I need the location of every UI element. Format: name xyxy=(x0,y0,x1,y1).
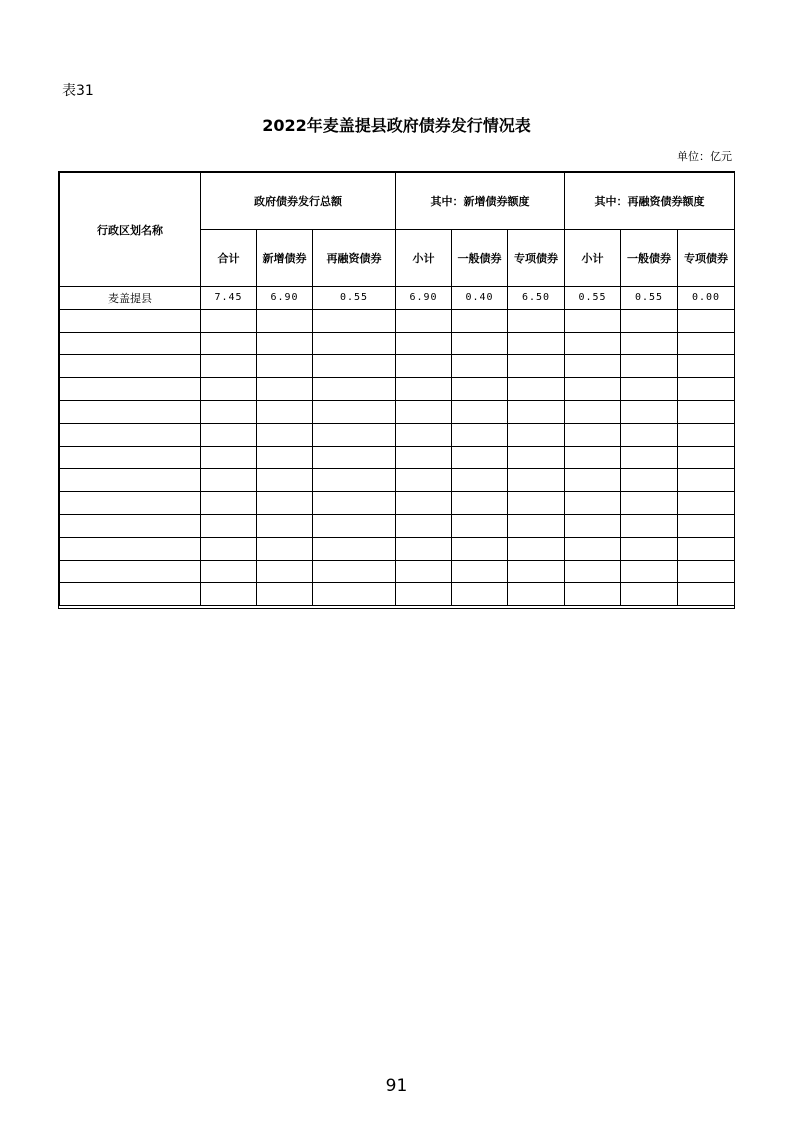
cell-refinancing-special: 0.00 xyxy=(678,287,735,310)
empty-cell xyxy=(201,355,257,378)
table-number: 表31 xyxy=(62,83,94,99)
empty-cell xyxy=(508,309,565,332)
header-refinancing-subtotal: 小计 xyxy=(565,230,621,287)
empty-cell xyxy=(565,423,621,446)
table-body xyxy=(60,287,735,606)
empty-cell xyxy=(201,492,257,515)
empty-cell xyxy=(508,355,565,378)
empty-cell xyxy=(452,400,508,423)
empty-cell xyxy=(313,378,396,401)
empty-table-row xyxy=(60,423,735,446)
empty-cell xyxy=(60,446,201,469)
empty-cell xyxy=(621,514,678,537)
cell-region: 麦盖提县 xyxy=(60,287,201,310)
header-group-refinancing: 其中：再融资债券额度 xyxy=(565,173,735,230)
empty-cell xyxy=(396,332,452,355)
header-refinancing-special: 专项债券 xyxy=(678,230,735,287)
empty-cell xyxy=(257,583,313,606)
empty-cell xyxy=(621,423,678,446)
empty-cell xyxy=(396,560,452,583)
empty-cell xyxy=(565,537,621,560)
empty-cell xyxy=(508,514,565,537)
empty-cell xyxy=(313,469,396,492)
empty-table-row xyxy=(60,355,735,378)
empty-cell xyxy=(508,378,565,401)
empty-table-row xyxy=(60,309,735,332)
empty-cell xyxy=(621,378,678,401)
empty-cell xyxy=(565,400,621,423)
empty-cell xyxy=(452,583,508,606)
empty-cell xyxy=(313,400,396,423)
empty-cell xyxy=(678,583,735,606)
empty-cell xyxy=(201,446,257,469)
empty-cell xyxy=(452,446,508,469)
empty-cell xyxy=(508,469,565,492)
empty-cell xyxy=(678,332,735,355)
header-new-special: 专项债券 xyxy=(508,230,565,287)
empty-cell xyxy=(60,537,201,560)
empty-cell xyxy=(396,423,452,446)
empty-table-row xyxy=(60,514,735,537)
empty-cell xyxy=(452,332,508,355)
empty-cell xyxy=(678,492,735,515)
empty-cell xyxy=(508,583,565,606)
empty-cell xyxy=(313,446,396,469)
empty-cell xyxy=(60,332,201,355)
empty-cell xyxy=(452,469,508,492)
empty-cell xyxy=(396,492,452,515)
empty-cell xyxy=(678,560,735,583)
empty-table-row xyxy=(60,332,735,355)
empty-cell xyxy=(396,469,452,492)
empty-cell xyxy=(313,514,396,537)
cell-new-subtotal: 6.90 xyxy=(396,287,452,310)
empty-cell xyxy=(201,400,257,423)
empty-cell xyxy=(565,560,621,583)
empty-cell xyxy=(396,378,452,401)
header-total-new: 新增债券 xyxy=(257,230,313,287)
empty-table-row xyxy=(60,378,735,401)
header-total-sum: 合计 xyxy=(201,230,257,287)
bond-issuance-table xyxy=(59,172,735,606)
empty-cell xyxy=(452,355,508,378)
header-total-refinancing: 再融资债券 xyxy=(313,230,396,287)
empty-cell xyxy=(452,423,508,446)
empty-cell xyxy=(565,469,621,492)
empty-cell xyxy=(201,560,257,583)
empty-cell xyxy=(621,560,678,583)
empty-cell xyxy=(678,469,735,492)
header-group-new: 其中：新增债券额度 xyxy=(396,173,565,230)
empty-cell xyxy=(313,560,396,583)
empty-cell xyxy=(201,537,257,560)
empty-table-row xyxy=(60,400,735,423)
empty-cell xyxy=(201,309,257,332)
empty-cell xyxy=(621,469,678,492)
empty-cell xyxy=(313,423,396,446)
empty-cell xyxy=(257,560,313,583)
cell-new-special: 6.50 xyxy=(508,287,565,310)
empty-cell xyxy=(621,309,678,332)
empty-cell xyxy=(565,492,621,515)
document-title: 2022年麦盖提县政府债券发行情况表 xyxy=(262,116,531,135)
empty-cell xyxy=(60,309,201,332)
empty-cell xyxy=(313,332,396,355)
empty-cell xyxy=(201,332,257,355)
empty-cell xyxy=(508,332,565,355)
empty-cell xyxy=(60,400,201,423)
empty-cell xyxy=(60,514,201,537)
empty-cell xyxy=(257,400,313,423)
empty-cell xyxy=(60,560,201,583)
empty-cell xyxy=(201,583,257,606)
cell-new-general: 0.40 xyxy=(452,287,508,310)
empty-cell xyxy=(621,355,678,378)
empty-cell xyxy=(257,492,313,515)
cell-refinancing-general: 0.55 xyxy=(621,287,678,310)
cell-total-refinancing: 0.55 xyxy=(313,287,396,310)
empty-cell xyxy=(257,537,313,560)
empty-table-row xyxy=(60,492,735,515)
empty-cell xyxy=(257,309,313,332)
empty-cell xyxy=(508,446,565,469)
page-number: 91 xyxy=(385,1076,408,1096)
header-row-groups xyxy=(60,173,735,230)
header-refinancing-general: 一般债券 xyxy=(621,230,678,287)
empty-cell xyxy=(621,583,678,606)
empty-cell xyxy=(201,378,257,401)
empty-table-row xyxy=(60,537,735,560)
empty-cell xyxy=(257,514,313,537)
header-new-subtotal: 小计 xyxy=(396,230,452,287)
empty-cell xyxy=(452,309,508,332)
cell-total-new: 6.90 xyxy=(257,287,313,310)
empty-cell xyxy=(565,446,621,469)
header-group-total: 政府债券发行总额 xyxy=(201,173,396,230)
empty-cell xyxy=(678,378,735,401)
empty-cell xyxy=(396,355,452,378)
empty-cell xyxy=(201,423,257,446)
empty-cell xyxy=(508,423,565,446)
empty-cell xyxy=(565,514,621,537)
empty-cell xyxy=(565,583,621,606)
empty-cell xyxy=(565,355,621,378)
empty-table-row xyxy=(60,446,735,469)
empty-cell xyxy=(452,514,508,537)
empty-cell xyxy=(452,378,508,401)
empty-cell xyxy=(565,378,621,401)
empty-cell xyxy=(396,446,452,469)
empty-cell xyxy=(257,378,313,401)
empty-cell xyxy=(257,423,313,446)
empty-cell xyxy=(508,492,565,515)
empty-table-row xyxy=(60,583,735,606)
empty-cell xyxy=(396,537,452,560)
header-region: 行政区划名称 xyxy=(60,173,201,287)
empty-cell xyxy=(678,309,735,332)
empty-table-row xyxy=(60,469,735,492)
empty-table-row xyxy=(60,560,735,583)
empty-cell xyxy=(396,583,452,606)
empty-cell xyxy=(60,355,201,378)
empty-cell xyxy=(678,446,735,469)
empty-cell xyxy=(565,309,621,332)
cell-refinancing-subtotal: 0.55 xyxy=(565,287,621,310)
header-new-general: 一般债券 xyxy=(452,230,508,287)
empty-cell xyxy=(678,355,735,378)
empty-cell xyxy=(201,514,257,537)
empty-cell xyxy=(621,400,678,423)
empty-cell xyxy=(60,583,201,606)
empty-cell xyxy=(621,537,678,560)
empty-cell xyxy=(678,400,735,423)
empty-cell xyxy=(257,446,313,469)
empty-cell xyxy=(452,560,508,583)
empty-cell xyxy=(257,469,313,492)
empty-cell xyxy=(313,309,396,332)
empty-cell xyxy=(678,514,735,537)
empty-cell xyxy=(396,514,452,537)
empty-cell xyxy=(313,492,396,515)
empty-cell xyxy=(678,537,735,560)
empty-cell xyxy=(60,423,201,446)
unit-label: 单位：亿元 xyxy=(677,150,732,163)
empty-cell xyxy=(257,355,313,378)
empty-cell xyxy=(565,332,621,355)
empty-cell xyxy=(60,469,201,492)
empty-cell xyxy=(621,446,678,469)
empty-cell xyxy=(257,332,313,355)
empty-cell xyxy=(60,492,201,515)
cell-total-sum: 7.45 xyxy=(201,287,257,310)
empty-cell xyxy=(396,309,452,332)
table-row xyxy=(60,287,735,310)
empty-cell xyxy=(313,583,396,606)
empty-cell xyxy=(396,400,452,423)
empty-cell xyxy=(508,560,565,583)
empty-cell xyxy=(201,469,257,492)
empty-cell xyxy=(678,423,735,446)
empty-cell xyxy=(621,492,678,515)
empty-cell xyxy=(452,537,508,560)
empty-cell xyxy=(313,355,396,378)
empty-cell xyxy=(313,537,396,560)
empty-cell xyxy=(508,400,565,423)
empty-cell xyxy=(621,332,678,355)
empty-cell xyxy=(508,537,565,560)
empty-cell xyxy=(452,492,508,515)
empty-cell xyxy=(60,378,201,401)
